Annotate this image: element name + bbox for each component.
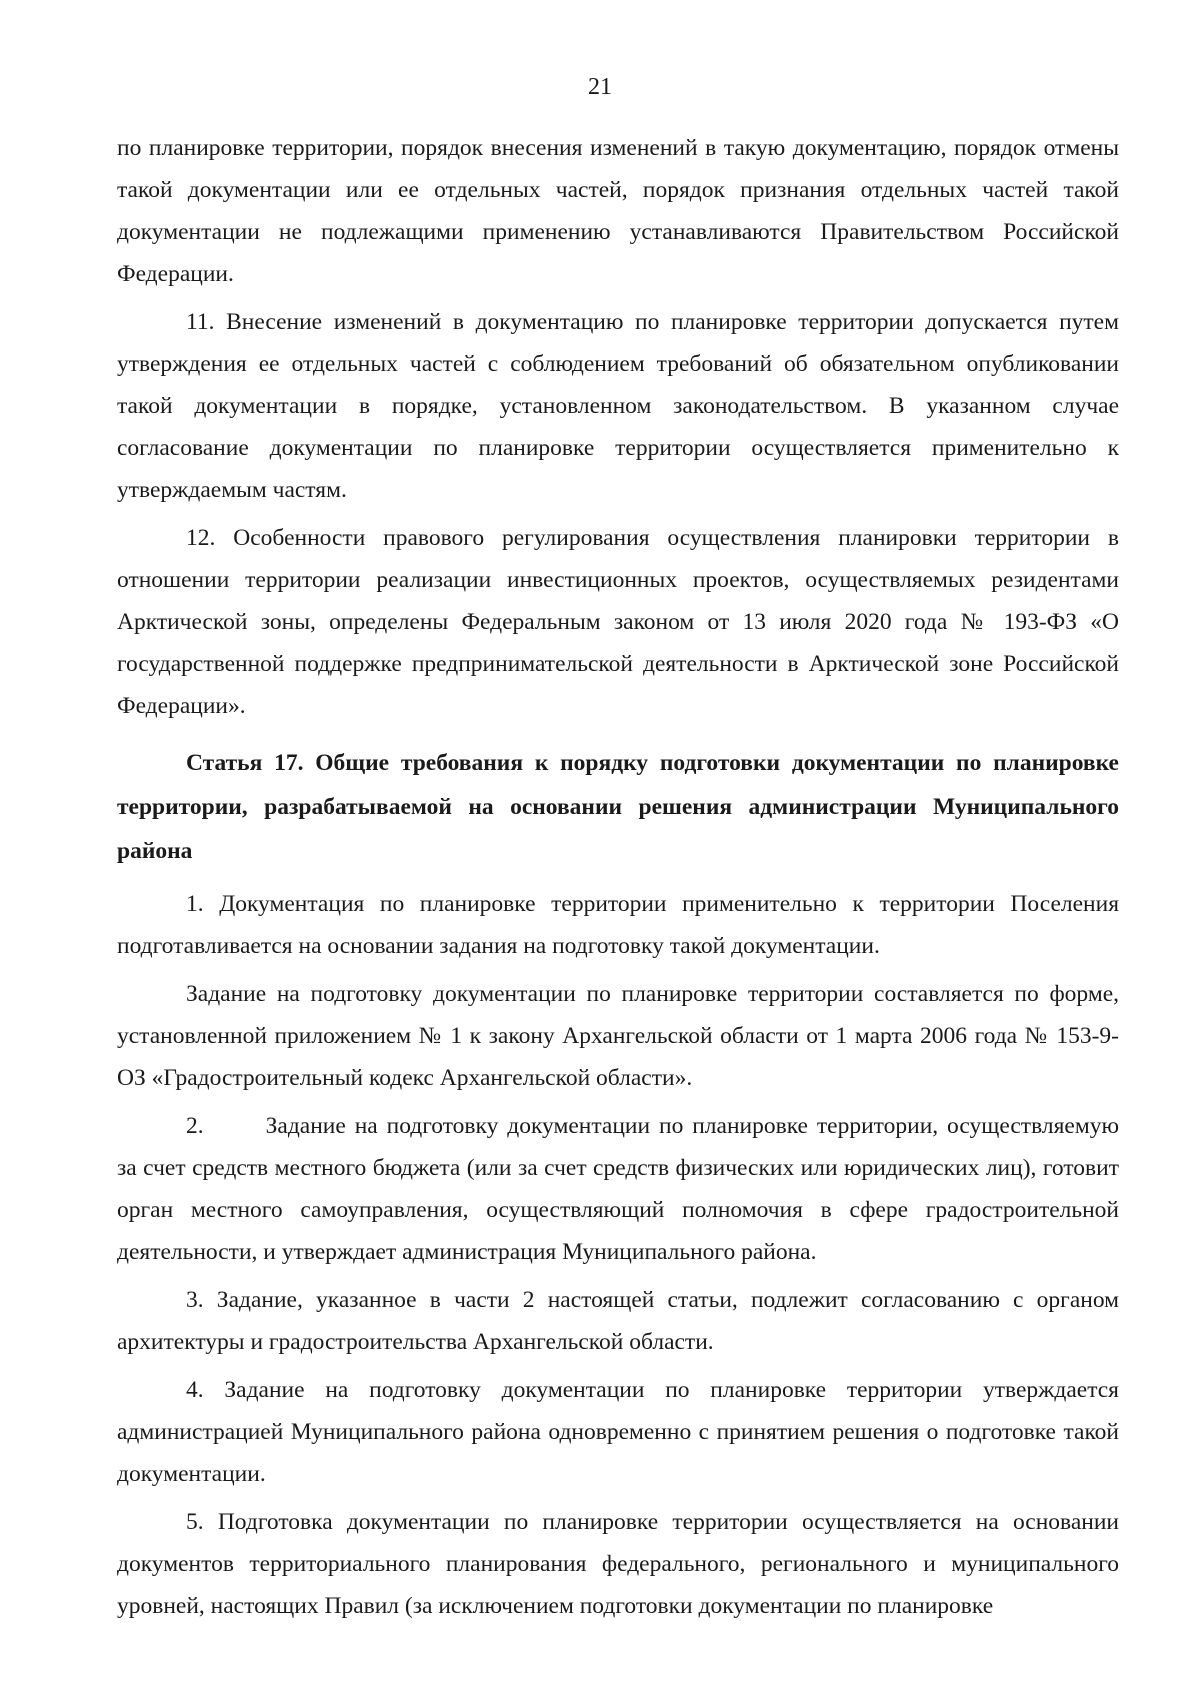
article-heading: Статья 17. Общие требования к порядку подготовки документации по планировке территории, разрабатываемой на основании решения администрации Муниципального района — [117, 750, 1119, 864]
document-body — [117, 127, 1119, 1627]
page-number: 21 — [588, 74, 612, 100]
paragraph-continuation: по планировке территории, порядок внесения изменений в такую документацию, порядок отмены такой документации или ее отдельных частей, порядок признания отдельных частей такой документации не подлежащими применению устанавливаются Правительством Российской Федерации. — [117, 135, 1119, 287]
paragraph-task-form: Задание на подготовку документации по планировке территории составляется по форме, установленной приложением № 1 к закону Архангельской области от 1 марта 2006 года № 153-9-ОЗ «Градостроительный кодекс Архангельской области». — [117, 981, 1119, 1091]
item-text: Задание на подготовку документации по планировке территории, осуществляемую за счет средств местного бюджета (или за счет средств физических или юридических лиц), готовит орган местного самоуправления, осуществляющий полномочия в сфере градостроительной деятельности, и утверждает администрация Муниципального района. — [117, 1113, 1119, 1265]
paragraph-item-1: 1. Документация по планировке территории применительно к территории Поселения подготавливается на основании задания на подготовку такой документации. — [117, 891, 1119, 959]
paragraph-item-4: 4. Задание на подготовку документации по планировке территории утверждается администрацией Муниципального района одновременно с принятием решения о подготовке такой документации. — [117, 1377, 1119, 1487]
paragraph-item-3: 3. Задание, указанное в части 2 настоящей статьи, подлежит согласованию с органом архитектуры и градостроительства Архангельской области. — [117, 1287, 1119, 1355]
paragraph-item-12: 12. Особенности правового регулирования осуществления планировки территории в отношении территории реализации инвестиционных проектов, осуществляемых резидентами Арктической зоны, определены Федеральным законом от 13 июля 2020 года № 193-ФЗ «О государственной поддержке предпринимательской деятельности в Арктической зоне Российской Федерации». — [117, 525, 1119, 719]
paragraph-item-5: 5. Подготовка документации по планировке территории осуществляется на основании документов территориального планирования федерального, регионального и муниципального уровней, настоящих Правил (за исключением подготовки документации по планировке — [117, 1509, 1119, 1619]
paragraph-item-2 — [117, 1105, 1119, 1273]
paragraph-item-11: 11. Внесение изменений в документацию по планировке территории допускается путем утверждения ее отдельных частей с соблюдением требований об обязательном опубликовании такой документации в порядке, установленном законодательством. В указанном случае согласование документации по планировке территории осуществляется применительно к утверждаемым частям. — [117, 309, 1119, 503]
item-number: 2. — [186, 1113, 204, 1139]
